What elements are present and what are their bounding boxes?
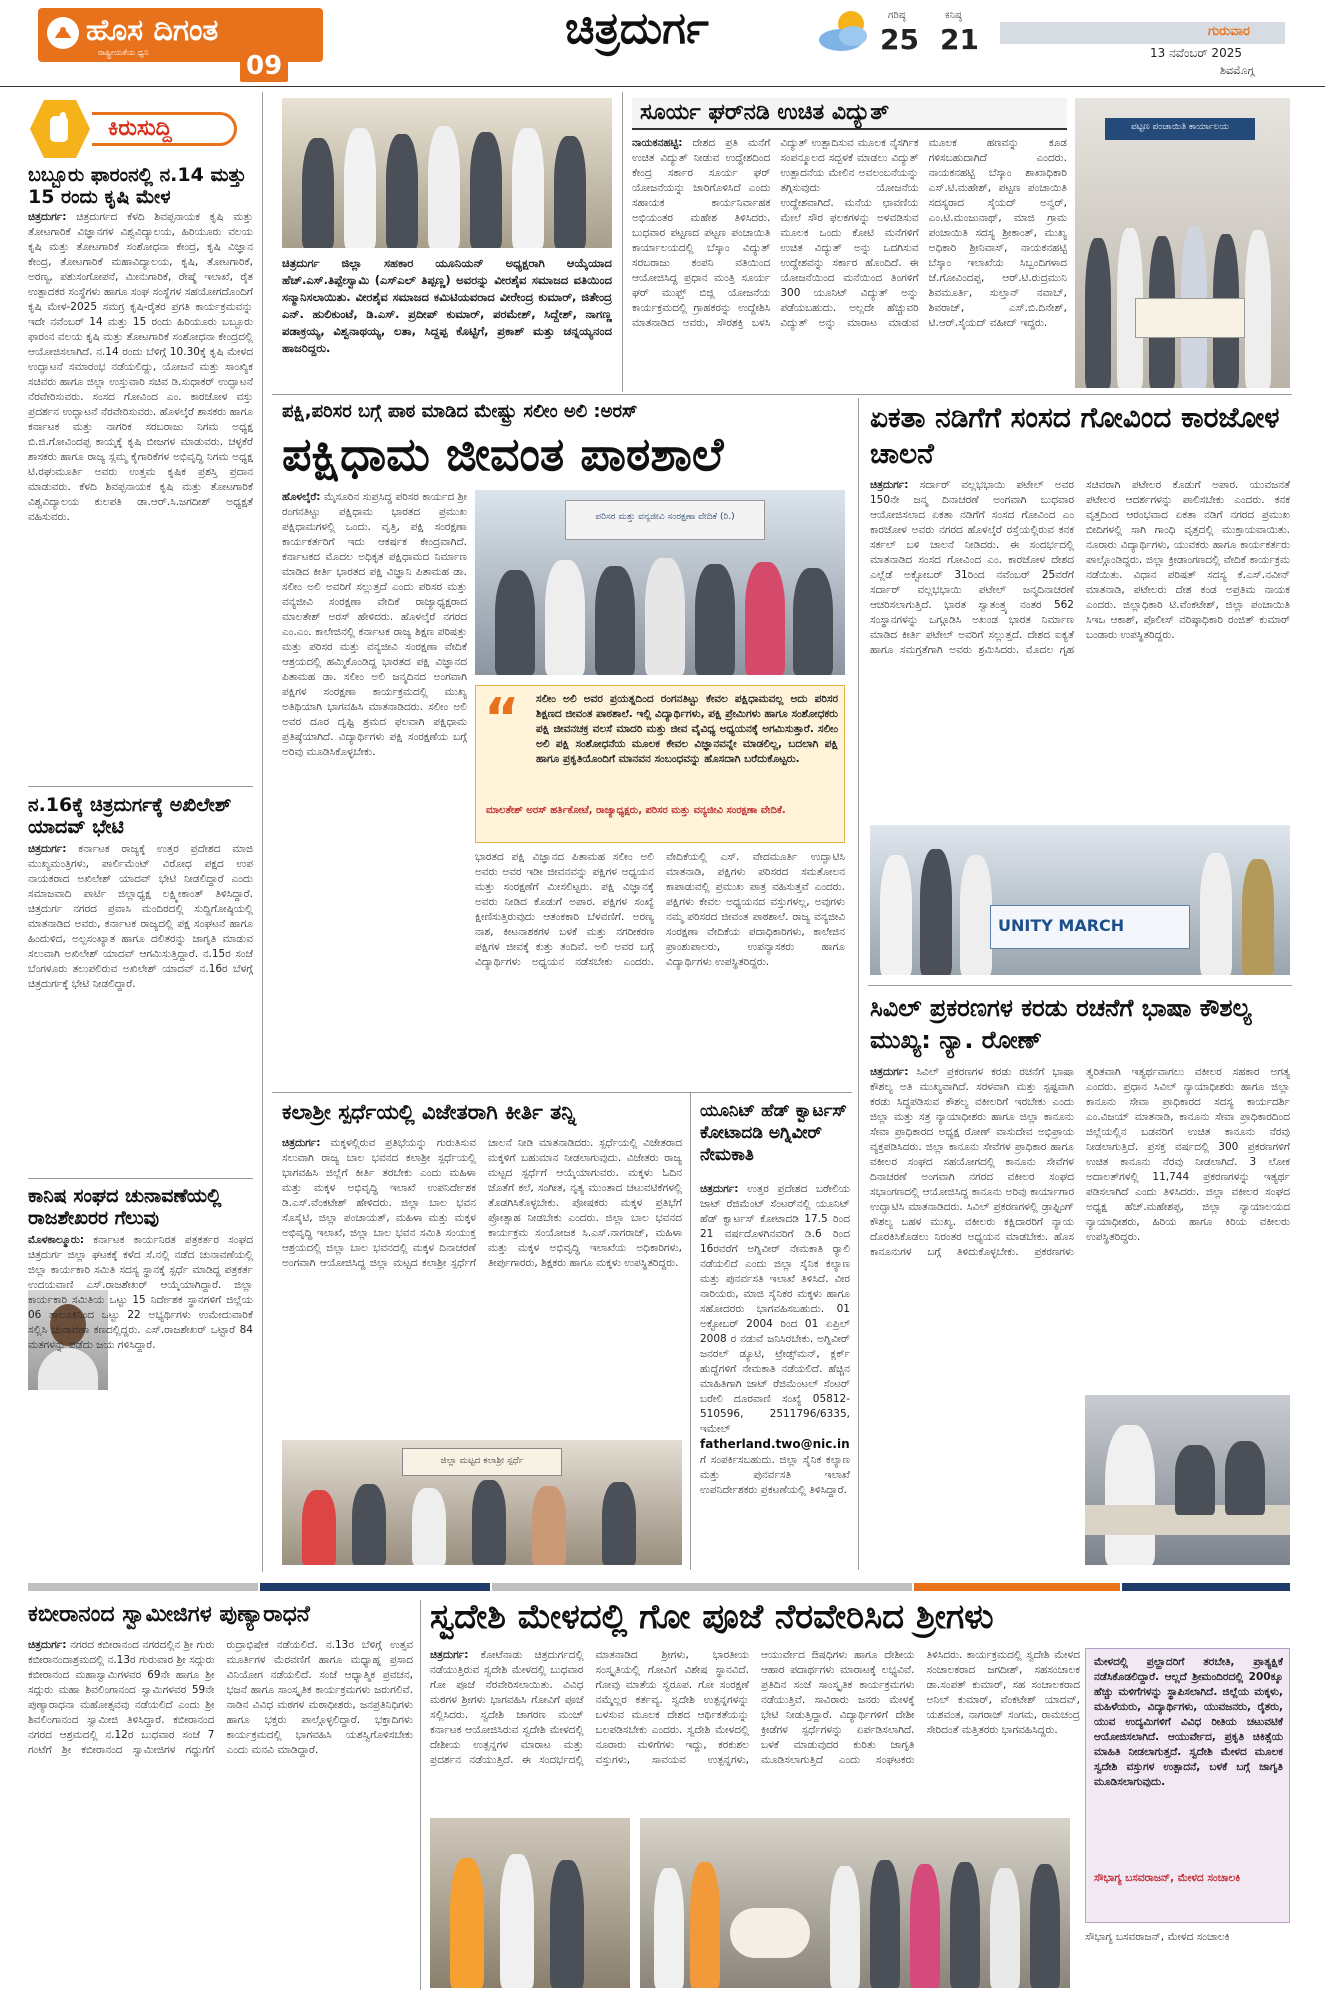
cooperative-caption: ಚಿತ್ರದುರ್ಗ ಜಿಲ್ಲಾ ಸಹಕಾರ ಯೂನಿಯನ್ ಅಧ್ಯಕ್ಷರಾಗಿ ಆಯ್ಕೆಯಾದ ಹೆಚ್.ಎಸ್.ತಿಪ್ಪೇಸ್ವಾಮಿ (ಎಸ್ಎಲ್ ತಿಪ್ಪಣ್ಣ) ಅವರನ್ನು ವೀರಶೈವ ಸಮಾಜದ ವತಿಯಿಂದ ಸನ್ಮಾನಿಸಲಾಯಿತು. ವೀರಶೈವ ಸಮಾಜದ ಕಮಿಟಿಯವರಾದ ವೀರೇಂದ್ರ ಕುಮಾರ್, ಜಿತೇಂದ್ರ ಎನ್. ಹುಲಿಕುಂಟೆ, ಡಿ.ಎಸ್. ಪ್ರದೀಪ್ ಕುಮಾರ್, ಪರಮೇಶ್, ಸಿದ್ದೇಶ್, ನಾಗಣ್ಣ ಪಡಾಕ್ರಯ್ಯ, ವಿಶ್ವನಾಥಯ್ಯ, ಲತಾ, ಸಿದ್ದಪ್ಪ ಕೊಟ್ಟಿಗೆ, ಪ್ರಕಾಶ್ ಮತ್ತು ಚನ್ನಯ್ಯನಂದ ಹಾಜರಿದ್ದರು. [282,256,612,355]
story3-headline: ಕಾನಿಷ ಸಂಘದ ಚುನಾವಣೆಯಲ್ಲಿ ರಾಜಶೇಖರರ ಗೆಲುವು [28,1185,222,1229]
solar-banner: ಪಟ್ಟಣ ಪಂಚಾಯಿತಿ ಕಾರ್ಯಾಲಯ [1130,122,1230,132]
story3-dateline: ಮೊಳಕಾಲ್ಮೂರು: [28,1234,85,1246]
unity-headline: ಏಕತಾ ನಡಿಗೆಗೆ ಸಂಸದ ಗೋವಿಂದ ಕಾರಜೋಳ ಚಾಲನೆ [870,401,1280,470]
agniveer-email[interactable]: fatherland.two@nic.in [700,1437,850,1451]
swadeshi-headline: ಸ್ವದೇಶಿ ಮೇಳದಲ್ಲಿ ಗೋ ಪೂಜೆ ನೆರವೇರಿಸಿದ ಶ್ರೀಗಳು [430,1597,994,1637]
unity-banner: UNITY MARCH [998,916,1125,935]
salim-banner: ಪರಿಸರ ಮತ್ತು ವನ್ಯಜೀವಿ ಸಂರಕ್ಷಣಾ ವೇದಿಕೆ (ರಿ.) [595,512,735,522]
salim-headline: ಪಕ್ಷಿಧಾಮ ಜೀವಂತ ಪಾಠಶಾಲೆ [282,427,724,481]
kalashri-headline: ಕಲಾಶ್ರೀ ಸ್ಪರ್ಧೆಯಲ್ಲಿ ವಿಜೇತರಾಗಿ ಕೀರ್ತಿ ತನ್ನಿ [282,1100,576,1124]
date-text: 13 ನವೆಂಬರ್ 2025 [1150,46,1242,60]
story2-body [28,842,253,1172]
swadeshi-dateline: ಚಿತ್ರದುರ್ಗ: [430,1649,469,1661]
kabirananda-body [28,1638,413,1988]
kalashri-banner: ಜಿಲ್ಲಾ ಮಟ್ಟದ ಕಲಾಶ್ರೀ ಸ್ಪರ್ಧೆ [440,1456,524,1466]
salim-quote: ಸಲೀಂ ಅಲಿ ಅವರ ಪ್ರಯತ್ನದಿಂದ ರಂಗನತಿಟ್ಟು ಕೇವಲ ಪಕ್ಷಿಧಾಮವಲ್ಲ ಅದು ಪರಿಸರ ಶಿಕ್ಷಣದ ಜೀವಂತ ಪಾಠಶಾಲೆ. ಇಲ್ಲಿ ವಿದ್ಯಾರ್ಥಿಗಳು, ಪಕ್ಷಿ ಪ್ರೇಮಿಗಳು ಹಾಗೂ ಸಂಶೋಧಕರು ಪಕ್ಷಿ ಜೀವನಚಕ್ರ ವಲಸೆ ಮಾದರಿ ಮತ್ತು ಜೀವ ವೈವಿಧ್ಯ ಅಧ್ಯಯನಕ್ಕೆ ಅಗಮಿಸುತ್ತಾರೆ. ಸಲೀಂ ಅಲಿ ಪಕ್ಷಿ ಸಂಶೋಧನೆಯ ಮೂಲಕ ಕೇವಲ ವಿಜ್ಞಾನವನ್ನೇ ಮಾಡಲಿಲ್ಲ, ಬದಲಾಗಿ ಪಕ್ಷಿ ಹಾಗೂ ಪ್ರಕೃತಿಯೊಂದಿಗೆ ಮಾನವನ ಸಂಬಂಧವನ್ನು ಹೊಸದಾಗಿ ಬರೆದುಕೊಟ್ಟರು. [536,693,838,765]
column-divider [262,92,263,1572]
civil-headline: ಸಿವಿಲ್ ಪ್ರಕರಣಗಳ ಕರಡು ರಚನೆಗೆ ಭಾಷಾ ಕೌಶಲ್ಯ ಮುಖ್ಯ: ನ್ಯಾ. ರೋಣ್ [870,994,1252,1054]
agniveer-text-tail: ಗೆ ಸಂಪರ್ಕಿಸಬಹುದು. ಜಿಲ್ಲಾ ಸೈನಿಕ ಕಲ್ಯಾಣ ಮತ್ತು ಪುನರ್ವಸತಿ ಇಲಾಖೆ ಉಪನಿರ್ದೇಶಕರು ಪ್ರಕಟಣೆಯಲ್ಲಿ ತಿಳಿಸಿದ್ದಾರೆ. [700,1454,850,1496]
civil-dateline: ಚಿತ್ರದುರ್ಗ: [870,1066,909,1078]
column-divider [690,1092,691,1570]
swadeshi-text: ಕೋಟೆನಾಡು ಚಿತ್ರದುರ್ಗದಲ್ಲಿ ನಡೆಯುತ್ತಿರುವ ಸ್ವದೇಶಿ ಮೇಳದಲ್ಲಿ ಬುಧವಾರ ಗೋ ಪೂಜೆ ನೆರವೇರಿಸಲಾಯಿತು. ವಿವಿಧ ಮಠಗಳ ಶ್ರೀಗಳು ಭಾಗವಹಿಸಿ ಗೋವಿಗೆ ಪೂಜೆ ಸಲ್ಲಿಸಿದರು. ಸ್ವದೇಶಿ ಜಾಗರಣ ಮಂಚ್ ಕರ್ನಾಟಕ ಆಯೋಜಿಸಿರುವ ಸ್ವದೇಶಿ ಮೇಳದಲ್ಲಿ ದೇಶೀಯ ಉತ್ಪನ್ನಗಳ ಮಾರಾಟ ಮತ್ತು ಪ್ರದರ್ಶನ ನಡೆಯುತ್ತಿದೆ. ಈ ಸಂದರ್ಭದಲ್ಲಿ ಮಾತನಾಡಿದ ಶ್ರೀಗಳು, ಭಾರತೀಯ ಸಂಸ್ಕೃತಿಯಲ್ಲಿ ಗೋವಿಗೆ ವಿಶೇಷ ಸ್ಥಾನವಿದೆ. ಗೋವು ಮಾತೆಯ ಸ್ವರೂಪ. ಗೋ ಸಂರಕ್ಷಣೆ ನಮ್ಮೆಲ್ಲರ ಕರ್ತವ್ಯ. ಸ್ವದೇಶಿ ಉತ್ಪನ್ನಗಳನ್ನು ಬಳಸುವ ಮೂಲಕ ದೇಶದ ಆರ್ಥಿಕತೆಯನ್ನು ಬಲಪಡಿಸಬೇಕು ಎಂದರು. ಸ್ವದೇಶಿ ಮೇಳದಲ್ಲಿ ನೂರಾರು ಮಳಿಗೆಗಳು ಇದ್ದು, ಕರಕುಶಲ ವಸ್ತುಗಳು, ಸಾವಯವ ಉತ್ಪನ್ನಗಳು, ಆಯುರ್ವೇದ ಔಷಧಿಗಳು ಹಾಗೂ ದೇಶೀಯ ಆಹಾರ ಪದಾರ್ಥಗಳು ಮಾರಾಟಕ್ಕೆ ಲಭ್ಯವಿವೆ. ಪ್ರತಿದಿನ ಸಂಜೆ ಸಾಂಸ್ಕೃತಿಕ ಕಾರ್ಯಕ್ರಮಗಳು ನಡೆಯುತ್ತಿವೆ. ಸಾವಿರಾರು ಜನರು ಮೇಳಕ್ಕೆ ಭೇಟಿ ನೀಡುತ್ತಿದ್ದಾರೆ. ವಿದ್ಯಾರ್ಥಿಗಳಿಗೆ ದೇಶೀ ಕ್ರೀಡೆಗಳ ಸ್ಪರ್ಧೆಗಳನ್ನು ಏರ್ಪಡಿಸಲಾಗಿದೆ. ಬಳಕೆ ಮಾಡುವುದರ ಕುರಿತು ಜಾಗೃತಿ ಮೂಡಿಸಲಾಗುತ್ತಿದೆ ಎಂದು ಸಂಘಟಕರು ತಿಳಿಸಿದರು. ಕಾರ್ಯಕ್ರಮದಲ್ಲಿ ಸ್ವದೇಶಿ ಮೇಳದ ಸಂಚಾಲಕರಾದ ಜಗದೀಶ್, ಸಹಸಂಚಾಲಕ ಡಾ.ಸಂಪತ್ ಕುಮಾರ್, ಸಹ ಸಂಚಾಲಕರಾದ ಅನಿಲ್ ಕುಮಾರ್, ವೆಂಕಟೇಶ್ ಯಾದವ್, ಯಶವಂತ, ನಾಗರಾಜ್ ಸಂಗಮ, ರಾಮಚಂದ್ರ ಸೇರಿದಂತೆ ಮತ್ತಿತರರು ಭಾಗವಹಿಸಿದ್ದರು. [430,1649,1080,1766]
swadeshi-sidebar [1085,1648,1290,1923]
kabirananda-dateline: ಚಿತ್ರದುರ್ಗ: [28,1639,67,1651]
solar-headline: ಸೂರ್ಯ ಘರ್‌ನಡಿ ಉಚಿತ ವಿದ್ಯುತ್ [640,100,890,125]
salim-text-1: ಮೈಸೂರಿನ ಸುಪ್ರಸಿದ್ಧ ಪರಿಸರ ಕಾರ್ಯದ ಶ್ರೀ ರಂಗನತಿಟ್ಟು ಪಕ್ಷಿಧಾಮ ಭಾರತದ ಪ್ರಮುಖ ಪಕ್ಷಿಧಾಮಗಳಲ್ಲಿ ಒಂದು. ವೃತ್ತಿ, ಪಕ್ಷಿ ಸಂರಕ್ಷಣಾ ಕಾರ್ಯಕರ್ತರಿಗೆ ಇದು ಆಕರ್ಷಕ ಕೇಂದ್ರವಾಗಿದೆ. ಕರ್ನಾಟಕದ ಮೊದಲ ಅಧಿಕೃತ ಪಕ್ಷಿಧಾಮದ ನಿರ್ಮಾಣ ಮಾಡಿದ ಕೀರ್ತಿ ಭಾರತದ ಪಕ್ಷಿ ವಿಜ್ಞಾನಿ ಪಿತಾಮಹ ಡಾ. ಸಲೀಂ ಅಲಿ ಅವರಿಗೆ ಸಲ್ಲುತ್ತದೆ ಎಂದು ಪರಿಸರ ಮತ್ತು ವನ್ಯಜೀವಿ ಸಂರಕ್ಷಣಾ ವೇದಿಕೆ ರಾಜ್ಯಾಧ್ಯಕ್ಷರಾದ ಮಾಲತೇಶ್ ಅರಸ್ ಹೇಳಿದರು. ಹೊಳಲ್ಕೆರೆ ನಗರದ ಎಂ.ಎಂ. ಕಾಲೇಜಿನಲ್ಲಿ ಕರ್ನಾಟಕ ರಾಜ್ಯ ಶಿಕ್ಷಣ ಪರಿಷತ್ತು ಮತ್ತು ಪರಿಸರ ಮತ್ತು ವನ್ಯಜೀವಿ ಸಂರಕ್ಷಣಾ ವೇದಿಕೆ ಆಶ್ರಯದಲ್ಲಿ ಹಮ್ಮಿಕೊಂಡಿದ್ದ ಭಾರತದ ಪಕ್ಷಿ ವಿಜ್ಞಾನದ ಪಿತಾಮಹ ಡಾ. ಸಲೀಂ ಅಲಿ ಜನ್ಮದಿನದ ಅಂಗವಾಗಿ ಪಕ್ಷಿಗಳ ಸಂರಕ್ಷಣಾ ಕಾರ್ಯಕ್ರಮದಲ್ಲಿ ಮುಖ್ಯ ಅತಿಥಿಯಾಗಿ ಭಾಗವಹಿಸಿ ಮಾತನಾಡಿದರು. ಸಲೀಂ ಅಲಿ ಅವರ ದೂರ ದೃಷ್ಟಿ ಶ್ರಮದ ಫಲವಾಗಿ ಪಕ್ಷಿಧಾಮ ಪ್ರತಿಷ್ಠೆಯಾಗಿದೆ. ವಿದ್ಯಾರ್ಥಿಗಳು ಪಕ್ಷಿ ಸಂರಕ್ಷಣೆಯ ಬಗ್ಗೆ ಅರಿವು ಮೂಡಿಸಿಕೊಳ್ಳಬೇಕು. [282,491,467,758]
salim-text-2: ಭಾರತದ ಪಕ್ಷಿ ವಿಜ್ಞಾನದ ಪಿತಾಮಹ ಸಲೀಂ ಅಲಿ ಅವರು ಅವರ ಇಡೀ ಜೀವನವನ್ನು ಪಕ್ಷಿಗಳ ಅಧ್ಯಯನ ಮತ್ತು ಸಂರಕ್ಷಣೆಗೆ ಮೀಸಲಿಟ್ಟರು. ಪಕ್ಷಿ ವಿಜ್ಞಾನಕ್ಕೆ ಅವರು ನೀಡಿದ ಕೊಡುಗೆ ಅಪಾರ. ಪಕ್ಷಿಗಳ ಸಂಖ್ಯೆ ಕ್ಷೀಣಿಸುತ್ತಿರುವುದು ಆತಂಕಕಾರಿ ಬೆಳವಣಿಗೆ. ಅರಣ್ಯ ನಾಶ, ಕೀಟನಾಶಕಗಳ ಬಳಕೆ ಮತ್ತು ನಗರೀಕರಣ ಪಕ್ಷಿಗಳ ಜೀವಕ್ಕೆ ಕುತ್ತು ತಂದಿವೆ. ಅಲಿ ಅವರ ಬಗ್ಗೆ ವಿದ್ಯಾರ್ಥಿಗಳು ಅಧ್ಯಯನ ನಡೆಸಬೇಕು ಎಂದರು. ವೇದಿಕೆಯಲ್ಲಿ ಎಸ್. ವೇದಮೂರ್ತಿ ಉದ್ಘಾಟಿಸಿ ಮಾತನಾಡಿ, ಪಕ್ಷಿಗಳು ಪರಿಸರದ ಸಮತೋಲನ ಕಾಪಾಡುವಲ್ಲಿ ಪ್ರಮುಖ ಪಾತ್ರ ವಹಿಸುತ್ತವೆ ಎಂದರು. ಪಕ್ಷಿಗಳು ಕೇವಲ ಅಧ್ಯಯನದ ವಸ್ತುಗಳಲ್ಲ, ಅವುಗಳು ನಮ್ಮ ಪರಿಸರದ ಜೀವಂತ ಪಾಠಶಾಲೆ. ರಾಜ್ಯ ವನ್ಯಜೀವಿ ಸಂರಕ್ಷಣಾ ವೇದಿಕೆಯ ಪದಾಧಿಕಾರಿಗಳು, ಕಾಲೇಜಿನ ಪ್ರಾಂಶುಪಾಲರು, ಉಪನ್ಯಾಸಕರು ಹಾಗೂ ವಿದ್ಯಾರ್ಥಿಗಳು ಉಪಸ್ಥಿತರಿದ್ದರು. [475,851,845,968]
story2-text: ಕರ್ನಾಟಕ ರಾಜ್ಯಕ್ಕೆ ಉತ್ತರ ಪ್ರದೇಶದ ಮಾಜಿ ಮುಖ್ಯಮಂತ್ರಿಗಳು, ಪಾರ್ಲಿಮೆಂಟ್ ವಿರೋಧ ಪಕ್ಷದ ಉಪ ನಾಯಕರಾದ ಅಖಿಲೇಶ್ ಯಾದವ್ ಭೇಟಿ ನೀಡಲಿದ್ದಾರೆ ಎಂದು ಸಮಾಜವಾದಿ ಪಾರ್ಟಿ ಜಿಲ್ಲಾಧ್ಯಕ್ಷ ಲಕ್ಷ್ಮೀಕಾಂತ್ ತಿಳಿಸಿದ್ದಾರೆ. ಚಿತ್ರದುರ್ಗ ನಗರದ ಪ್ರವಾಸಿ ಮಂದಿರದಲ್ಲಿ ಸುದ್ದಿಗೋಷ್ಠಿಯಲ್ಲಿ ಮಾತನಾಡಿದ ಅವರು, ಕರ್ನಾಟಕ ರಾಜ್ಯದಲ್ಲಿ ಪಕ್ಷ ಸಂಘಟನೆ ಹಾಗೂ ಹಿಂದುಳಿದ, ಅಲ್ಪಸಂಖ್ಯಾತ ಹಾಗೂ ದಲಿತರನ್ನು ಜಾಗೃತಿ ಮಾಡುವ ಸಲುವಾಗಿ ಅಖಿಲೇಶ್ ಯಾದವ್ ಆಗಮಿಸುತ್ತಿದ್ದಾರೆ. ನ.15ರ ಸಂಜೆ ಬೆಂಗಳೂರು ತಲುಪಲಿರುವ ಅಖಿಲೇಶ್ ಯಾದವ್ ನ.16ರ ಬೆಳಗ್ಗೆ ಚಿತ್ರದುರ್ಗಕ್ಕೆ ಭೇಟಿ ನೀಡಲಿದ್ದಾರೆ. [28,843,253,990]
swadeshi-tail-text: ಸೌಭಾಗ್ಯ ಬಸವರಾಜನ್, ಮೇಳದ ಸಂಚಾಲಕಿ [1085,1931,1230,1943]
agniveer-headline: ಯೂನಿಟ್ ಹೆಡ್ ಕ್ವಾರ್ಟಸ್ ಕೋಟಾದಡಿ ಅಗ್ನಿವೀರ್ ನೇಮಕಾತಿ [700,1101,847,1165]
kabirananda-headline: ಕಬೀರಾನಂದ ಸ್ವಾಮೀಜಿಗಳ ಪುಣ್ಯಾರಾಧನೆ [28,1602,310,1627]
kalashri-photo [282,1440,682,1565]
story2-headline: ನ.16ಕ್ಕೆ ಚಿತ್ರದುರ್ಗಕ್ಕೆ ಅಖಿಲೇಶ್ ಯಾದವ್ ಭೇಟಿ [28,794,232,838]
salim-quote-box [475,685,845,843]
rule [868,985,1292,986]
kalashri-dateline: ಚಿತ್ರದುರ್ಗ: [282,1137,321,1149]
city-title: ಚಿತ್ರದುರ್ಗ [565,3,709,54]
kalashri-body [282,1136,682,1436]
unity-body [870,478,1290,818]
solar-body [632,136,1067,386]
salim-photo [475,490,845,675]
masthead [0,0,1325,90]
rule [272,1092,852,1093]
story1-text: ಚಿತ್ರದುರ್ಗದ ಕೆಳದಿ ಶಿವಪ್ಪನಾಯಕ ಕೃಷಿ ಮತ್ತು ತೋಟಗಾರಿಕೆ ವಿಜ್ಞಾನಗಳ ವಿಶ್ವವಿದ್ಯಾಲಯ, ಹಿರಿಯೂರು ವಲಯ ಕೃಷಿ ಮತ್ತು ತೋಟಗಾರಿಕೆ ಸಂಶೋಧನಾ ಕೇಂದ್ರ, ಕೃಷಿ ವಿಜ್ಞಾನ ಕೇಂದ್ರ, ತೋಟಗಾರಿಕೆ ಮಹಾವಿದ್ಯಾಲಯ, ಕೃಷಿ, ತೋಟಗಾರಿಕೆ, ಅರಣ್ಯ, ಪಶುಸಂಗೋಪನೆ, ಮೀನುಗಾರಿಕೆ, ರೇಷ್ಮೆ ಇಲಾಖೆ, ರೈತ ಉತ್ಪಾದಕರ ಸಂಸ್ಥೆಗಳು ಹಾಗೂ ಸಂಘ ಸಂಸ್ಥೆಗಳ ಸಹಯೋಗದೊಂದಿಗೆ ಕೃಷಿ ಮೇಳ-2025 ಸಮಗ್ರ ಕೃಷಿ-ರೈತರ ಪ್ರಗತಿ ಕಾರ್ಯಕ್ರಮವನ್ನು ಇದೇ ನವೆಂಬರ್ 14 ಮತ್ತು 15 ರಂದು ಹಿರಿಯೂರು ಬಬ್ಬೂರು ಫಾರಂನ ವಲಯ ಕೃಷಿ ಮತ್ತು ತೋಟಗಾರಿಕೆ ಸಂಶೋಧನಾ ಕೇಂದ್ರದಲ್ಲಿ ಆಯೋಜಿಸಲಾಗಿದೆ. ನ.14 ರಂದು ಬೆಳಿಗ್ಗೆ 10.30ಕ್ಕೆ ಕೃಷಿ ಮೇಳದ ಉದ್ಘಾಟನೆ ಸಮಾರಂಭ ನಡೆಯಲಿದ್ದು, ಯೋಜನೆ ಮತ್ತು ಸಾಂಖ್ಯಿಕ ಸಚಿವರು ಹಾಗೂ ಜಿಲ್ಲಾ ಉಸ್ತುವಾರಿ ಸಚಿವ ಡಿ.ಸುಧಾಕರ್ ಉದ್ಘಾಟನೆ ನೆರವೇರಿಸುವರು. ಸಂಸದ ಗೋವಿಂದ ಎಂ. ಕಾರಜೋಳ ವಸ್ತು ಪ್ರದರ್ಶನ ಉದ್ಘಾಟನೆ ನೆರವೇರಿಸುವರು. ಹೊಳಲ್ಕೆರೆ ಶಾಸಕರು ಹಾಗೂ ಕರ್ನಾಟಕ ಮತ್ತು ನಾಗರಿಕ ಸರಬರಾಜು ನಿಗಮ ಅಧ್ಯಕ್ಷ ಬಿ.ಜಿ.ಗೋವಿಂದಪ್ಪ ಕಾಯ್ಕಕ್ಕೆ ಕೃಷಿ ಬೀಜಗಳ ಮಾಡುವರು. ಚಳ್ಳಕೆರೆ ಶಾಸಕರು ಹಾಗೂ ರಾಜ್ಯ ಸ್ಲಮ್ಮ ಕೈಗಾರಿಕೆಗಳ ಅಭಿವೃದ್ಧಿ ನಿಗಮ ಅಧ್ಯಕ್ಷ ಟಿ.ರಘುಮೂರ್ತಿ ಅವರು ಉತ್ತಮ ಕೃಷಿಕ ಪ್ರಶಸ್ತಿ ಪ್ರದಾನ ಮಾಡುವರು. ಕೆಳದಿ ಶಿವಪ್ಪನಾಯಕ ಕೃಷಿ ಮತ್ತು ತೋಟಗಾರಿಕೆ ವಿಶ್ವವಿದ್ಯಾಲಯ ಕುಲಪತಿ ಡಾ.ಆರ್.ಸಿ.ಜಗದೀಶ್ ಅಧ್ಯಕ್ಷತೆ ವಹಿಸುವರು. [28,211,253,523]
cooperative-photo [282,98,612,248]
swadeshi-body-top [430,1648,1080,1813]
salim-dateline: ಹೊಳಲ್ಕೆರೆ: [282,491,321,503]
salim-kicker: ಪಕ್ಷಿ,ಪರಿಸರ ಬಗ್ಗೆ ಪಾಠ ಮಾಡಿದ ಮೇಷ್ಟ್ರು ಸಲೀಂ ಅಲಿ :ಅರಸ್ [282,401,638,422]
solar-dateline: ನಾಯಕನಹಟ್ಟಿ: [632,137,683,149]
civil-text: ಸಿವಿಲ್ ಪ್ರಕರಣಗಳ ಕರಡು ರಚನೆಗೆ ಭಾಷಾ ಕೌಶಲ್ಯ ಅತಿ ಮುಖ್ಯವಾಗಿದೆ. ಸರಳವಾಗಿ ಮತ್ತು ಸ್ಪಷ್ಟವಾಗಿ ಕರಡು ಸಿದ್ಧಪಡಿಸುವ ಕೌಶಲ್ಯ ವಕೀಲರಿಗೆ ಇರಬೇಕು ಎಂದು ಜಿಲ್ಲಾ ಮತ್ತು ಸತ್ರ ನ್ಯಾಯಾಧೀಶರು ಹಾಗೂ ಜಿಲ್ಲಾ ಕಾನೂನು ಸೇವಾ ಪ್ರಾಧಿಕಾರದ ಅಧ್ಯಕ್ಷ ರೋಣ್ ವಾಸುದೇವ ಅಭಿಪ್ರಾಯ ವ್ಯಕ್ತಪಡಿಸಿದರು. ಜಿಲ್ಲಾ ಕಾನೂನು ಸೇವೆಗಳ ಪ್ರಾಧಿಕಾರ ಹಾಗೂ ವಕೀಲರ ಸಂಘದ ಸಹಯೋಗದಲ್ಲಿ ಕಾನೂನು ಸೇವೆಗಳ ದಿನಾಚರಣೆ ಅಂಗವಾಗಿ ನಗರದ ವಕೀಲರ ಸಂಘದ ಸಭಾಂಗಣದಲ್ಲಿ ಆಯೋಜಿಸಿದ್ದ ಕಾನೂನು ಅರಿವು ಕಾರ್ಯಾಗಾರ ಉದ್ಘಾಟಿಸಿ ಮಾತನಾಡಿದರು. ಸಿವಿಲ್ ಪ್ರಕರಣಗಳಲ್ಲಿ ಡ್ರಾಫ್ಟಿಂಗ್ ಕೌಶಲ್ಯ ಬಹಳ ಮುಖ್ಯ. ವಕೀಲರು ಕಕ್ಷಿದಾರರಿಗೆ ನ್ಯಾಯ ದೊರಕಿಸಿಕೊಡಲು ನಿರಂತರ ಅಧ್ಯಯನ ಮಾಡಬೇಕು. ಹೊಸ ಕಾನೂನುಗಳ ಬಗ್ಗೆ ತಿಳಿದುಕೊಳ್ಳಬೇಕು. ಪ್ರಕರಣಗಳು ತ್ವರಿತವಾಗಿ ಇತ್ಯರ್ಥವಾಗಲು ವಕೀಲರ ಸಹಕಾರ ಅಗತ್ಯ ಎಂದರು. ಪ್ರಧಾನ ಸಿವಿಲ್ ನ್ಯಾಯಾಧೀಶರು ಹಾಗೂ ಜಿಲ್ಲಾ ಕಾನೂನು ಸೇವಾ ಪ್ರಾಧಿಕಾರದ ಸದಸ್ಯ ಕಾರ್ಯದರ್ಶಿ ಎಂ.ವಿಜಯ್ ಮಾತನಾಡಿ, ಕಾನೂನು ಸೇವಾ ಪ್ರಾಧಿಕಾರದಿಂದ ಜಿಲ್ಲೆಯಲ್ಲಿನ ಬಡವರಿಗೆ ಉಚಿತ ಕಾನೂನು ನೆರವು ನೀಡಲಾಗುತ್ತಿದೆ. ಪ್ರಸಕ್ತ ವರ್ಷದಲ್ಲಿ 300 ಪ್ರಕರಣಗಳಿಗೆ ಉಚಿತ ಕಾನೂನು ನೆರವು ನೀಡಲಾಗಿದೆ. 3 ಲೋಕ ಅದಾಲತ್‌ಗಳಲ್ಲಿ 11,744 ಪ್ರಕರಣಗಳನ್ನು ಇತ್ಯರ್ಥ ಪಡಿಸಲಾಗಿದೆ ಎಂದು ತಿಳಿಸಿದರು. ಜಿಲ್ಲಾ ವಕೀಲರ ಸಂಘದ ಅಧ್ಯಕ್ಷ ಹೆಚ್.ಮಹೇಶಪ್ಪ, ಜಿಲ್ಲಾ ನ್ಯಾಯಾಲಯದ ನ್ಯಾಯಾಧೀಶರು, ಹಿರಿಯ ಹಾಗೂ ಕಿರಿಯ ವಕೀಲರು ಉಪಸ್ಥಿತರಿದ್ದರು. [870,1066,1290,1258]
salim-quote-source: ಮಾಲತೇಶ್ ಅರಸ್ ಹರ್ತಿಕೋಟೆ, ರಾಜ್ಯಾಧ್ಯಕ್ಷರು, ಪರಿಸರ ಮತ್ತು ವನ್ಯಜೀವಿ ಸಂರಕ್ಷಣಾ ವೇದಿಕೆ. [486,805,786,816]
quote-mark-icon: “ [484,687,520,750]
agniveer-body [700,1182,850,1565]
kabirananda-text: ನಗರದ ಕಬೀರಾನಂದ ನಗರದಲ್ಲಿನ ಶ್ರೀ ಗುರು ಕಬೀರಾನಂದಾಶ್ರಮದಲ್ಲಿ ನ.13ರ ಗುರುವಾರ ಶ್ರೀ ಸದ್ಗುರು ಕಬೀರಾನಂದ ಮಹಾಸ್ವಾಮಿಗಳವರ 69ನೇ ಹಾಗೂ ಶ್ರೀ ಸದ್ಗುರು ಮಹಾ ಶಿವಲಿಂಗಾನಂದ ಸ್ವಾಮಿಗಳವರ 59ನೇ ಪುಣ್ಯಾರಾಧನಾ ಮಹೋತ್ಸವವು ನಡೆಯಲಿದೆ ಎಂದು ಶ್ರೀ ಶಿವಲಿಂಗಾನಂದ ಸ್ವಾಮೀಜಿ ತಿಳಿಸಿದ್ದಾರೆ. ಕಬೀರಾನಂದ ನಗರದ ಆಶ್ರಮದಲ್ಲಿ ನ.12ರ ಬುಧವಾರ ಸಂಜೆ 7 ಗಂಟೆಗೆ ಶ್ರೀ ಕಬೀರಾನಂದ ಸ್ವಾಮೀಜಿಗಳ ಗದ್ದುಗೆಗೆ ರುದ್ರಾಭಿಷೇಕ ನಡೆಯಲಿದೆ. ನ.13ರ ಬೆಳಿಗ್ಗೆ ಉತ್ಸವ ಮೂರ್ತಿಗಳ ಮೆರವಣಿಗೆ ಹಾಗೂ ಮಧ್ಯಾಹ್ನ ಪ್ರಸಾದ ವಿನಿಯೋಗ ನಡೆಯಲಿದೆ. ಸಂಜೆ ಆಧ್ಯಾತ್ಮಿಕ ಪ್ರವಚನ, ಭಜನೆ ಹಾಗೂ ಸಾಂಸ್ಕೃತಿಕ ಕಾರ್ಯಕ್ರಮಗಳು ಜರುಗಲಿವೆ. ನಾಡಿನ ವಿವಿಧ ಮಠಗಳ ಮಠಾಧೀಶರು, ಜನಪ್ರತಿನಿಧಿಗಳು ಹಾಗೂ ಭಕ್ತರು ಪಾಲ್ಗೊಳ್ಳಲಿದ್ದಾರೆ. ಭಕ್ತಾದಿಗಳು ಕಾರ್ಯಕ್ರಮದಲ್ಲಿ ಭಾಗವಹಿಸಿ ಯಶಸ್ವಿಗೊಳಿಸಬೇಕು ಎಂದು ಮನವಿ ಮಾಡಿದ್ದಾರೆ. [28,1639,413,1756]
max-temp-label: ಗರಿಷ್ಠ [888,10,906,21]
agniveer-text: ಉತ್ತರ ಪ್ರದೇಶದ ಬರೇಲಿಯ ಜಾಟ್ ರೆಜಿಮೆಂಟ್ ಸೆಂಟರ್‌ನಲ್ಲಿ ಯೂನಿಟ್ ಹೆಡ್ ಕ್ವಾರ್ಟಸ್ ಕೋಟಾದಡಿ 17.5 ರಿಂದ 21 ವರ್ಷದೊಳಗಿನವರಿಗೆ ಡಿ.6 ರಿಂದ 16ರವರೆಗೆ ಅಗ್ನಿವೀರ್ ನೇಮಕಾತಿ ರ‍್ಯಾಲಿ ನಡೆಯಲಿದೆ ಎಂದು ಜಿಲ್ಲಾ ಸೈನಿಕ ಕಲ್ಯಾಣ ಮತ್ತು ಪುನರ್ವಸತಿ ಇಲಾಖೆ ತಿಳಿಸಿದೆ. ವೀರ ನಾರಿಯರು, ಮಾಜಿ ಸೈನಿಕರ ಮಕ್ಕಳು ಹಾಗೂ ಸಹೋದರರು ಭಾಗವಹಿಸಬಹುದು. 01 ಅಕ್ಟೋಬರ್ 2004 ರಿಂದ 01 ಏಪ್ರಿಲ್ 2008 ರ ನಡುವೆ ಜನಿಸಿರಬೇಕು. ಅಗ್ನಿವೀರ್ ಜನರಲ್ ಡ್ಯೂಟಿ, ಟ್ರೇಡ್ಸ್‌ಮನ್, ಕ್ಲರ್ಕ್ ಹುದ್ದೆಗಳಿಗೆ ನೇಮಕಾತಿ ನಡೆಯಲಿದೆ. ಹೆಚ್ಚಿನ ಮಾಹಿತಿಗಾಗಿ ಜಾಟ್ ರೆಜಿಮೆಂಟಲ್ ಸೆಂಟರ್ ಬರೇಲಿ ದೂರವಾಣಿ ಸಂಖ್ಯೆ 05812-510596, 2511796/6335, ಇಮೇಲ್ [700,1183,850,1435]
solar-photo [1075,98,1290,388]
solar-text: ದೇಶದ ಪ್ರತಿ ಮನೆಗೆ ಉಚಿತ ವಿದ್ಯುತ್ ನೀಡುವ ಉದ್ದೇಶದಿಂದ ಕೇಂದ್ರ ಸರ್ಕಾರ ಸೂರ್ಯ ಘರ್ ಯೋಜನೆಯನ್ನು ಜಾರಿಗೊಳಿಸಿದೆ ಎಂದು ಸಹಾಯಕ ಕಾರ್ಯನಿರ್ವಾಹಕ ಅಭಿಯಂತರ ಮಹೇಶ ತಿಳಿಸಿದರು. ಬುಧವಾರ ಪಟ್ಟಣದ ಪಟ್ಟಣ ಪಂಚಾಯಿತಿ ಕಾರ್ಯಾಲಯದಲ್ಲಿ ಬೆಸ್ಕಾಂ ವಿದ್ಯುತ್ ಸರಬರಾಜು ಕಂಪನಿ ವತಿಯಿಂದ ಆಯೋಜಿಸಿದ್ದ ಪ್ರಧಾನ ಮಂತ್ರಿ ಸೂರ್ಯ ಘರ್ ಮುಫ್ತ್ ಬಿಜ್ಲಿ ಯೋಜನೆಯ ಕಾರ್ಯಕ್ರಮದಲ್ಲಿ ಗ್ರಾಹಕರನ್ನು ಉದ್ದೇಶಿಸಿ ಮಾತನಾಡಿದ ಅವರು, ಸೌರಶಕ್ತಿ ಬಳಸಿ ವಿದ್ಯುತ್ ಉತ್ಪಾದಿಸುವ ಮೂಲಕ ನೈಸರ್ಗಿಕ ಸಂಪನ್ಮೂಲದ ಸದ್ಬಳಕೆ ಮಾಡಲು ವಿದ್ಯುತ್ ಉತ್ಪಾದನೆಯ ಮೇಲಿನ ಅವಲಂಬನೆಯನ್ನು ತಗ್ಗಿಸುವುದು ಯೋಜನೆಯ ಉದ್ದೇಶವಾಗಿದೆ. ಮನೆಯ ಛಾವಣಿಯ ಮೇಲೆ ಸೌರ ಫಲಕಗಳನ್ನು ಅಳವಡಿಸುವ ಮೂಲಕ ಒಂದು ಕೋಟಿ ಮನೆಗಳಿಗೆ ಉಚಿತ ವಿದ್ಯುತ್ ಅನ್ನು ಒದಗಿಸುವ ಉದ್ದೇಶವನ್ನು ಸರ್ಕಾರ ಹೊಂದಿದೆ. ಈ ಯೋಜನೆಯಿಂದ ಮನೆಯಿಂದ ತಿಂಗಳಿಗೆ 300 ಯೂನಿಟ್ ವಿದ್ಯುತ್ ಅನ್ನು ಪಡೆಯಬಹುದು. ಅಲ್ಲದೇ ಹೆಚ್ಚುವರಿ ವಿದ್ಯುತ್ ಅನ್ನು ಮಾರಾಟ ಮಾಡುವ ಮೂಲಕ ಹಣವನ್ನು ಕೂಡ ಗಳಿಸಬಹುದಾಗಿದೆ ಎಂದರು. ನಾಯಕನಹಟ್ಟಿ ಬೆಸ್ಕಾಂ ಶಾಖಾಧಿಕಾರಿ ಎಸ್.ಟಿ.ಮಹೇಶ್, ಪಟ್ಟಣ ಪಂಚಾಯಿತಿ ಸದಸ್ಯರಾದ ಸೈಯದ್ ಅನ್ವರ್, ಎಂ.ಟಿ.ಮಂಜುನಾಥ್, ಮಾಜಿ ಗ್ರಾಮ ಪಂಚಾಯಿತಿ ಸದಸ್ಯ ಶ್ರೀಕಾಂತ್, ಮುಖ್ಯ ಅಧಿಕಾರಿ ಶ್ರೀನಿವಾಸ್, ನಾಯಕನಹಟ್ಟಿ ಬೆಸ್ಕಾಂ ಇಲಾಖೆಯ ಸಿಬ್ಬಂದಿಗಳಾದ ಜೆ.ಗೋವಿಂದಪ್ಪ, ಆರ್.ಟಿ.ರುದ್ರಮುನಿ ಶಿವಮೂರ್ತಿ, ಸುಲ್ತಾನ್ ನವಾಬ್, ಶಿವರಾಜ್, ಎಸ್.ಬಿ.ದಿನೇಶ್, ಟಿ.ಆರ್.ಸೈಯದ್ ವಹೀದ್ ಇದ್ದರು. [632,137,1067,329]
logo-tagline: ರಾಷ್ಟ್ರೀಯತೆಯ ಧ್ವನಿ [98,48,149,57]
salim-body-2 [475,850,845,1085]
column-divider [622,92,623,392]
kirusuddi-badge [28,98,243,160]
story1-headline: ಬಬ್ಬೂರು ಫಾರಂನಲ್ಲಿ ನ.14 ಮತ್ತು 15 ರಂದು ಕೃಷಿ ಮೇಳ [28,164,247,208]
weekday: ಗುರುವಾರ [1208,24,1250,39]
rule [28,786,253,787]
weather-icon [815,6,875,56]
unity-text: ಸರ್ದಾರ್ ವಲ್ಲಭಭಾಯಿ ಪಟೇಲ್ ಅವರ 150ನೇ ಜನ್ಮ ದಿನಾಚರಣೆ ಅಂಗವಾಗಿ ಬುಧವಾರ ಆಯೋಜಿಸಲಾದ ಏಕತಾ ನಡಿಗೆಗೆ ಸಂಸದ ಗೋವಿಂದ ಎಂ ಕಾರಜೋಳ ಅವರು ನಗರದ ಹೊಳಲ್ಕೆರೆ ರಸ್ತೆಯಲ್ಲಿರುವ ಕನಕ ಸರ್ಕಲ್ ಬಳಿ ಚಾಲನೆ ನೀಡಿದರು. ಈ ಸಂದರ್ಭದಲ್ಲಿ ಮಾತನಾಡಿದ ಸಂಸದ ಗೋವಿಂದ ಎಂ. ಕಾರಜೋಳ ದೇಶದ ಎಲ್ಲೆಡೆ ಅಕ್ಟೋಬರ್ 31ರಿಂದ ನವೆಂಬರ್ 25ವರೆಗೆ ಸರ್ದಾರ್ ವಲ್ಲಭಭಾಯಿ ಪಟೇಲ್ ಜನ್ಮದಿನಾಚರಣೆ ಆಚರಿಸಲಾಗುತ್ತಿದೆ. ಭಾರತ ಸ್ವಾತಂತ್ರ್ಯ ನಂತರ 562 ಸಂಸ್ಥಾನಗಳನ್ನು ಒಗ್ಗೂಡಿಸಿ ಅಖಂಡ ಭಾರತ ನಿರ್ಮಾಣ ಮಾಡಿದ ಕೀರ್ತಿ ಪಟೇಲ್ ಅವರಿಗೆ ಸಲ್ಲುತ್ತದೆ. ದೇಶದ ಐಕ್ಯತೆ ಹಾಗೂ ಸಮಗ್ರತೆಗಾಗಿ ಅವರು ಶ್ರಮಿಸಿದರು. ಮೊದಲ ಗೃಹ ಸಚಿವರಾಗಿ ಪಟೇಲರ ಕೊಡುಗೆ ಅಪಾರ. ಯುವಜನತೆ ಪಟೇಲರ ಆದರ್ಶಗಳನ್ನು ಪಾಲಿಸಬೇಕು ಎಂದರು. ಕನಕ ವೃತ್ತದಿಂದ ಆರಂಭವಾದ ಏಕತಾ ನಡಿಗೆ ನಗರದ ಪ್ರಮುಖ ಬೀದಿಗಳಲ್ಲಿ ಸಾಗಿ ಗಾಂಧಿ ವೃತ್ತದಲ್ಲಿ ಮುಕ್ತಾಯವಾಯಿತು. ನೂರಾರು ವಿದ್ಯಾರ್ಥಿಗಳು, ಯುವಕರು ಹಾಗೂ ಕಾರ್ಯಕರ್ತರು ಪಾಲ್ಗೊಂಡಿದ್ದರು. ಜಿಲ್ಲಾ ಕ್ರೀಡಾಂಗಣದಲ್ಲಿ ವೇದಿಕೆ ಕಾರ್ಯಕ್ರಮ ನಡೆಯಿತು. ವಿಧಾನ ಪರಿಷತ್ ಸದಸ್ಯ ಕೆ.ಎಸ್.ನವೀನ್ ಮಾತನಾಡಿ, ಪಟೇಲರು ದೇಶ ಕಂಡ ಅಪ್ರತಿಮ ನಾಯಕ ಎಂದರು. ಜಿಲ್ಲಾಧಿಕಾರಿ ಟಿ.ವೆಂಕಟೇಶ್, ಜಿಲ್ಲಾ ಪಂಚಾಯಿತಿ ಸಿಇಒ ಆಕಾಶ್, ಪೊಲೀಸ್ ವರಿಷ್ಠಾಧಿಕಾರಿ ರಂಜಿತ್ ಕುಮಾರ್ ಬಂಡಾರು ಉಪಸ್ಥಿತರಿದ್ದರು. [870,479,1290,656]
column-divider [858,398,859,1570]
salim-body-1 [282,490,467,1085]
swadeshi-body-tail [1085,1930,1290,1988]
story1-body [28,210,253,780]
rule [28,1178,253,1179]
story3-body [28,1233,253,1563]
masthead-rule [0,86,1325,87]
kirusuddi-label: ಕಿರುಸುದ್ದಿ [108,116,172,141]
civil-body [870,1065,1290,1395]
unity-photo [870,825,1290,975]
logo-text: ಹೊಸ ದಿಗಂತ [86,13,219,48]
column-divider [420,1600,421,1990]
unity-dateline: ಚಿತ್ರದುರ್ಗ: [870,479,909,491]
min-temp-label: ಕನಿಷ್ಠ [945,10,962,21]
max-temp: 25 [880,23,919,56]
swadeshi-photo [640,1818,1070,1988]
hand-icon [28,98,92,160]
min-temp: 21 [940,23,979,56]
kalashri-text: ಮಕ್ಕಳಲ್ಲಿರುವ ಪ್ರತಿಭೆಯನ್ನು ಗುರುತಿಸುವ ಸಲುವಾಗಿ ರಾಜ್ಯ ಬಾಲ ಭವನದ ಕಲಾಶ್ರೀ ಸ್ಪರ್ಧೆಯಲ್ಲಿ ಭಾಗವಹಿಸಿ ಜಿಲ್ಲೆಗೆ ಕೀರ್ತಿ ತರಬೇಕು ಎಂದು ಮಹಿಳಾ ಮತ್ತು ಮಕ್ಕಳ ಅಭಿವೃದ್ಧಿ ಇಲಾಖೆ ಉಪನಿರ್ದೇಶಕ ಡಿ.ಎಸ್.ವೆಂಕಟೇಶ್ ಹೇಳಿದರು. ಜಿಲ್ಲಾ ಬಾಲ ಭವನ ಸೊಸೈಟಿ, ಜಿಲ್ಲಾ ಪಂಚಾಯತ್, ಮಹಿಳಾ ಮತ್ತು ಮಕ್ಕಳ ಅಭಿವೃದ್ಧಿ ಇಲಾಖೆ, ಜಿಲ್ಲಾ ಬಾಲ ಭವನ ಸಮಿತಿ ಸಂಯುಕ್ತ ಆಶ್ರಯದಲ್ಲಿ ಜಿಲ್ಲಾ ಬಾಲ ಭವನದಲ್ಲಿ ಮಕ್ಕಳ ದಿನಾಚರಣೆ ಅಂಗವಾಗಿ ಆಯೋಜಿಸಿದ್ದ ಜಿಲ್ಲಾ ಮಟ್ಟದ ಕಲಾಶ್ರೀ ಸ್ಪರ್ಧೆಗೆ ಚಾಲನೆ ನೀಡಿ ಮಾತನಾಡಿದರು. ಸ್ಪರ್ಧೆಯಲ್ಲಿ ವಿಜೇತರಾದ ಮಕ್ಕಳಿಗೆ ಬಹುಮಾನ ನೀಡಲಾಗುವುದು. ವಿಜೇತರು ರಾಜ್ಯ ಮಟ್ಟದ ಸ್ಪರ್ಧೆಗೆ ಆಯ್ಕೆಯಾಗುವರು. ಮಕ್ಕಳು ಓದಿನ ಜೊತೆಗೆ ಕಲೆ, ಸಂಗೀತ, ನೃತ್ಯ ಮುಂತಾದ ಚಟುವಟಿಕೆಗಳಲ್ಲಿ ತೊಡಗಿಸಿಕೊಳ್ಳಬೇಕು. ಪೋಷಕರು ಮಕ್ಕಳ ಪ್ರತಿಭೆಗೆ ಪ್ರೋತ್ಸಾಹ ನೀಡಬೇಕು ಎಂದರು. ಜಿಲ್ಲಾ ಬಾಲ ಭವನದ ಕಾರ್ಯಕ್ರಮ ಸಂಯೋಜಕ ಸಿ.ಎಸ್.ನಾಗರಾಜ್, ಮಹಿಳಾ ಮತ್ತು ಮಕ್ಕಳ ಅಭಿವೃದ್ಧಿ ಇಲಾಖೆಯ ಅಧಿಕಾರಿಗಳು, ತೀರ್ಪುಗಾರರು, ಶಿಕ್ಷಕರು ಹಾಗೂ ಮಕ್ಕಳು ಉಪಸ್ಥಿತರಿದ್ದರು. [282,1137,682,1269]
story2-dateline: ಚಿತ್ರದುರ್ಗ: [28,843,67,855]
story3-text: ಕರ್ನಾಟಕ ಕಾರ್ಯನಿರತ ಪತ್ರಕರ್ತರ ಸಂಘದ ಚಿತ್ರದುರ್ಗ ಜಿಲ್ಲಾ ಘಟಕಕ್ಕೆ ಕಳೆದ ಸೆ.ನಲ್ಲಿ ನಡೆದ ಚುನಾವಣೆಯಲ್ಲಿ ಜಿಲ್ಲಾ ಕಾರ್ಯಕಾರಿ ಸಮಿತಿ ಸದಸ್ಯ ಸ್ಥಾನಕ್ಕೆ ಸ್ಪರ್ಧೆ ಮಾಡಿದ್ದ ಪತ್ರಕರ್ತ ಉದಯವಾಣಿ ಎಸ್.ರಾಜಶೇಖರ್ ಆಯ್ಕೆಯಾಗಿದ್ದಾರೆ. ಜಿಲ್ಲಾ ಕಾರ್ಯಕಾರಿ ಸಮಿತಿಯ ಒಟ್ಟು 15 ನಿರ್ದೇಶಕ ಸ್ಥಾನಗಳಿಗೆ ಜಿಲ್ಲೆಯ 06 ತಾಲೂಕಿನಿಂದ ಒಟ್ಟು 22 ಅಭ್ಯರ್ಥಿಗಳು ಉಮೇದುವಾರಿಕೆ ಸಲ್ಲಿಸಿ ಚುನಾವಣಾ ಕಣದಲ್ಲಿದ್ದರು. ಎಸ್.ರಾಜಶೇಖರ್ ಒಟ್ಟಾರೆ 84 ಮತಗಳನ್ನು ಪಡೆದು ಜಯ ಗಳಿಸಿದ್ದಾರೆ. [28,1234,253,1351]
swadeshi-sidebar-source: ಸೌಭಾಗ್ಯ ಬಸವರಾಜನ್, ಮೇಳದ ಸಂಚಾಲಕಿ [1094,1872,1241,1884]
page-number: 09 [240,52,288,82]
section-divider [28,1583,1290,1591]
agniveer-dateline: ಚಿತ್ರದುರ್ಗ: [700,1183,739,1195]
civil-photo [1085,1395,1290,1565]
rule [272,394,1292,395]
edition: ಶಿವಮೊಗ್ಗ [1220,64,1255,77]
swadeshi-photo-2 [430,1818,630,1988]
story1-dateline: ಚಿತ್ರದುರ್ಗ: [28,211,67,223]
logo-emblem-icon [46,16,80,50]
swadeshi-sidebar-text: ಮೇಳದಲ್ಲಿ ಪ್ರಲ್ಹಾದರಿಗೆ ತರಬೇತಿ, ಪ್ರಾತ್ಯಕ್ಷಿಕೆ ನಡೆಸಿಕೊಡಲಿದ್ದಾರೆ. ಆಲ್ಲದೆ ಶ್ರೀಮಂದಿರದಲ್ಲಿ 200ಕ್ಕೂ ಹೆಚ್ಚು ಮಳಿಗೆಗಳನ್ನು ಸ್ಥಾಪಿಸಲಾಗಿದೆ. ಜಿಲ್ಲೆಯ ಮಕ್ಕಳು, ಮಹಿಳೆಯರು, ವಿದ್ಯಾರ್ಥಿಗಳು, ಯುವಜನರು, ರೈತರು, ಯುವ ಉದ್ಯಮಿಗಳಿಗೆ ವಿವಿಧ ರೀತಿಯ ಚಟುವಟಿಕೆ ಆಯೋಜಿಸಲಾಗಿದೆ. ಆಯುರ್ವೇದ, ಪ್ರಕೃತಿ ಚಿಕಿತ್ಸೆಯ ಮಾಹಿತಿ ನೀಡಲಾಗುತ್ತದೆ. ಸ್ವದೇಶಿ ಮೇಳದ ಮೂಲಕ ಸ್ವದೇಶಿ ವಸ್ತುಗಳ ಉತ್ಪಾದನೆ, ಬಳಕೆ ಬಗ್ಗೆ ಜಾಗೃತಿ ಮೂಡಿಸಲಾಗುವುದು. [1094,1656,1283,1788]
